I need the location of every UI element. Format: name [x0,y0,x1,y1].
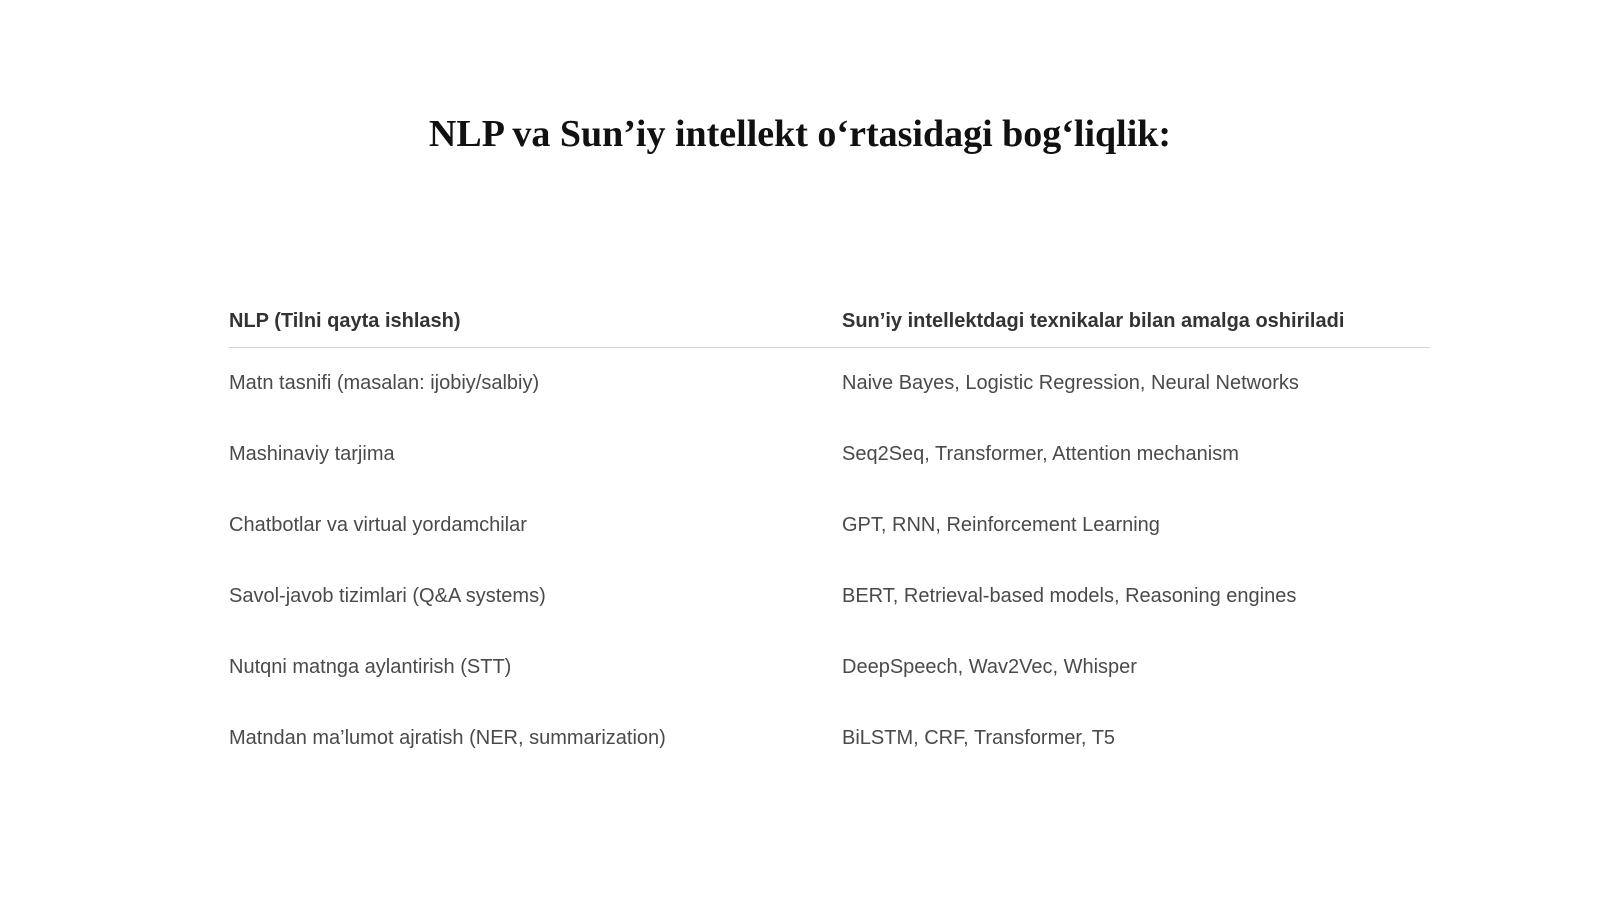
nlp-task-cell: Matn tasnifi (masalan: ijobiy/salbiy) [229,372,540,394]
header-ai-techniques: Sun’iy intellektdagi texnikalar bilan amalga oshiriladi [842,309,1345,332]
ai-technique-cell: BERT, Retrieval-based models, Reasoning engines [842,585,1297,607]
ai-technique-cell: DeepSpeech, Wav2Vec, Whisper [842,656,1137,678]
table-row [229,632,1430,703]
table-row [229,703,1430,774]
header-nlp: NLP (Tilni qayta ishlash) [229,309,461,332]
table-row [229,490,1430,561]
slide-title: NLP va Sun’iy intellekt o‘rtasidagi bog‘liqlik: [428,113,1172,155]
nlp-task-cell: Nutqni matnga aylantirish (STT) [229,656,512,678]
comparison-table [229,295,1430,774]
table-row [229,419,1430,490]
table-header [229,295,1430,348]
nlp-task-cell: Matndan ma’lumot ajratish (NER, summarization) [229,727,666,749]
ai-technique-cell: GPT, RNN, Reinforcement Learning [842,514,1160,536]
nlp-task-cell: Chatbotlar va virtual yordamchilar [229,514,527,536]
table-row [229,561,1430,632]
nlp-task-cell: Savol-javob tizimlari (Q&A systems) [229,585,546,607]
ai-technique-cell: BiLSTM, CRF, Transformer, T5 [842,727,1116,749]
ai-technique-cell: Naive Bayes, Logistic Regression, Neural Networks [842,372,1299,394]
table-row [229,348,1430,419]
nlp-task-cell: Mashinaviy tarjima [229,443,395,465]
ai-technique-cell: Seq2Seq, Transformer, Attention mechanism [842,443,1239,465]
